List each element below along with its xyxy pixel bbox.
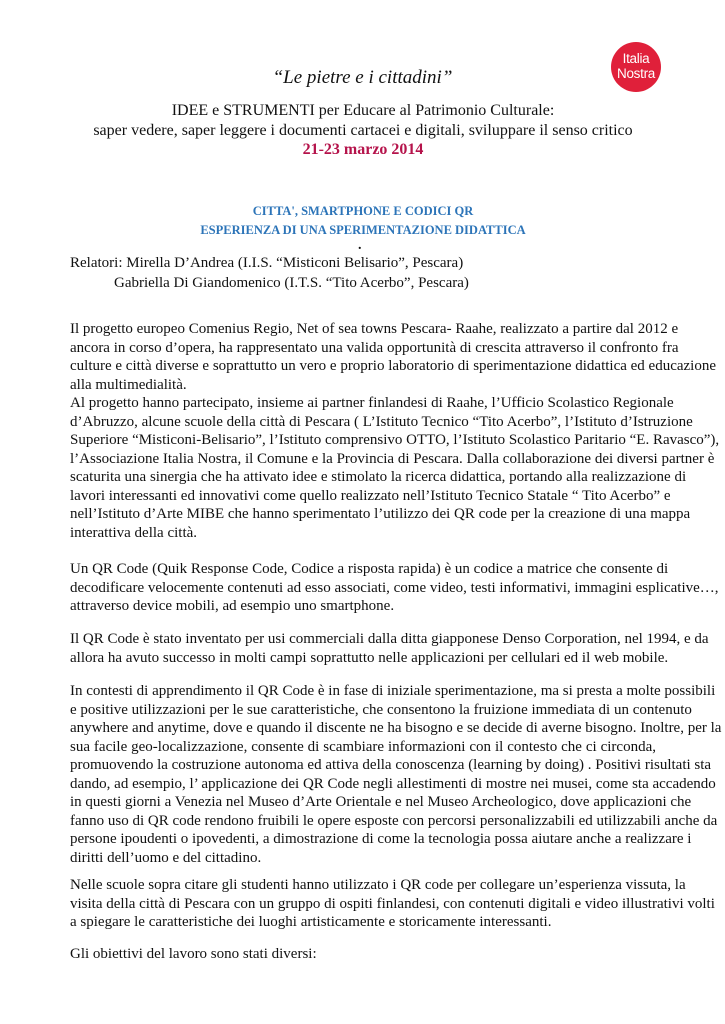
paragraph-line: nell’Istituto d’Arte MIBE che hanno sperimentato l’utilizzo dei QR code per la creazione di una mappa	[70, 506, 691, 522]
paragraph-line: d’Abruzzo, alcune scuole della città di Pescara ( L’Istituto Tecnico “Tito Acerbo”, l’Istituto d’Istruzione	[70, 413, 693, 430]
speaker-line-2: Gabriella Di Giandomenico (I.T.S. “Tito Acerbo”, Pescara)	[114, 274, 469, 291]
body-paragraph-1	[70, 320, 720, 542]
paragraph-line: decodificare velocemente contenuti ad esso associati, come video, testi informativi, immagini esplicative…,	[70, 579, 719, 596]
paragraph-line: promuovendo la costruzione autonoma ed attiva della conoscenza (learning by doing) . Positivi risultati sta	[70, 757, 712, 773]
section-heading-line-2: ESPERIENZA DI UNA SPERIMENTAZIONE DIDATTICA	[200, 223, 526, 237]
paragraph-line: fanno uso di QR code rendono fruibili le opere esposte con percorsi personalizzabili ed utilizzabili anche da	[70, 812, 718, 829]
header-line-2: saper vedere, saper leggere i documenti cartacei e digitali, sviluppare il senso critico	[93, 121, 633, 139]
paragraph-line: visita della città di Pescara con un gruppo di ospiti finlandesi, con contenuti digitali e video illustrativi volti	[70, 895, 715, 912]
paragraph-line: Un QR Code (Quik Response Code, Codice a risposta rapida) è un codice a matrice che consente di	[70, 561, 669, 577]
paragraph-line: anywhere and anytime, dove e quando il discente ne ha bisogno e se decide di averne bisogno. Inoltre, per la	[70, 720, 722, 736]
paragraph-line: alla multimedialità.	[70, 376, 187, 393]
paragraph-line: In contesti di apprendimento il QR Code è in fase di iniziale sperimentazione, ma si presta a molte possibili	[70, 683, 716, 699]
paragraph-line: in questi giorni a Venezia nel Museo d’Arte Orientale e nel Museo Archeologico, dove applicazioni che	[70, 794, 692, 810]
paragraph-line: Superiore “Misticoni-Belisario”, l’Istituto comprensivo OTTO, l’Istituto Scolastico Paritario “E. Ravasco”),	[70, 432, 720, 448]
body-paragraph-4	[70, 682, 722, 867]
speakers	[70, 254, 469, 293]
paragraph-line: culture e città diverse e soprattutto un vero e proprio laboratorio di sperimentazione didattica ed educazione	[70, 358, 716, 374]
paragraph-line: dando, ad esempio, l’ applicazione dei QR Code negli allestimenti di mostre nei musei, come sta accadendo	[70, 775, 716, 792]
header-block	[70, 101, 656, 160]
section-heading	[70, 202, 656, 240]
body-paragraph-6	[70, 945, 656, 964]
document-title: “Le pietre e i cittadini”	[272, 67, 453, 88]
paragraph-line: Nelle scuole sopra citare gli studenti hanno utilizzato i QR code per collegare un’esperienza vissuta, la	[70, 877, 686, 893]
paragraph-line: Al progetto hanno partecipato, insieme ai partner finlandesi di Raahe, l’Ufficio Scolastico Regionale	[70, 395, 674, 411]
paragraph-line: lavori interessanti ed innovativi come quello realizzato nell’Istituto Tecnico Statale “ Tito Acerbo” e	[70, 487, 671, 504]
paragraph-line: allora ha avuto successo in molti campi soprattutto nelle applicazioni per cellulari ed il web mobile.	[70, 649, 669, 666]
body-paragraph-2	[70, 560, 719, 616]
paragraph-line: l’Associazione Italia Nostra, il Comune e la Provincia di Pescara. Dalla collaborazione dei diversi partner è	[70, 450, 715, 467]
paragraph-line: persone ipoudenti o ipovedenti, a dimostrazione di come la tecnologia possa aiutare anche a realizzare i	[70, 831, 692, 847]
event-date: 21-23 marzo 2014	[302, 141, 424, 158]
paragraph-line: interattiva della città.	[70, 524, 198, 541]
paragraph-line: sua facile geo-localizzazione, consente di scambiare informazioni con il contesto che ci circonda,	[70, 738, 656, 755]
paragraph-line: Gli obiettivi del lavoro sono stati diversi:	[70, 946, 317, 962]
paragraph-line: Il QR Code è stato inventato per usi commerciali dalla ditta giapponese Denso Corporation, nel 1994, e da	[70, 631, 709, 647]
paragraph-line: e positive utilizzazioni per le sue caratteristiche, che consentono la fruizione immediata di un contenuto	[70, 701, 692, 718]
section-heading-line-1: CITTA', SMARTPHONE E CODICI QR	[252, 204, 474, 218]
paragraph-line: ancora in corso d’opera, ha rappresentato una valida opportunità di crescita attraverso il confronto fra	[70, 339, 679, 356]
logo-text-line1: Italia	[622, 51, 650, 66]
paragraph-line: a spiegare le caratteristiche dei luoghi artisticamente e storicamente interessanti.	[70, 914, 552, 930]
speaker-line-1: Relatori: Mirella D’Andrea (I.I.S. “Misticoni Belisario”, Pescara)	[70, 255, 464, 271]
body-paragraph-3	[70, 630, 709, 667]
heading-dot: .	[358, 238, 362, 253]
logo-text-line2: Nostra	[617, 66, 655, 81]
paragraph-line: diritti dell’uomo e del cittadino.	[70, 849, 262, 866]
paragraph-line: attraverso device mobili, ad esempio uno smartphone.	[70, 598, 395, 614]
body-paragraph-5	[70, 876, 715, 932]
header-line-1: IDEE e STRUMENTI per Educare al Patrimonio Culturale:	[171, 102, 555, 119]
paragraph-line: Il progetto europeo Comenius Regio, Net of sea towns Pescara- Raahe, realizzato a partire dal 2012 e	[70, 321, 679, 337]
paragraph-line: scaturita una sinergia che ha attivato idee e stimolato la ricerca didattica, portando alla realizzazione di	[70, 469, 687, 485]
